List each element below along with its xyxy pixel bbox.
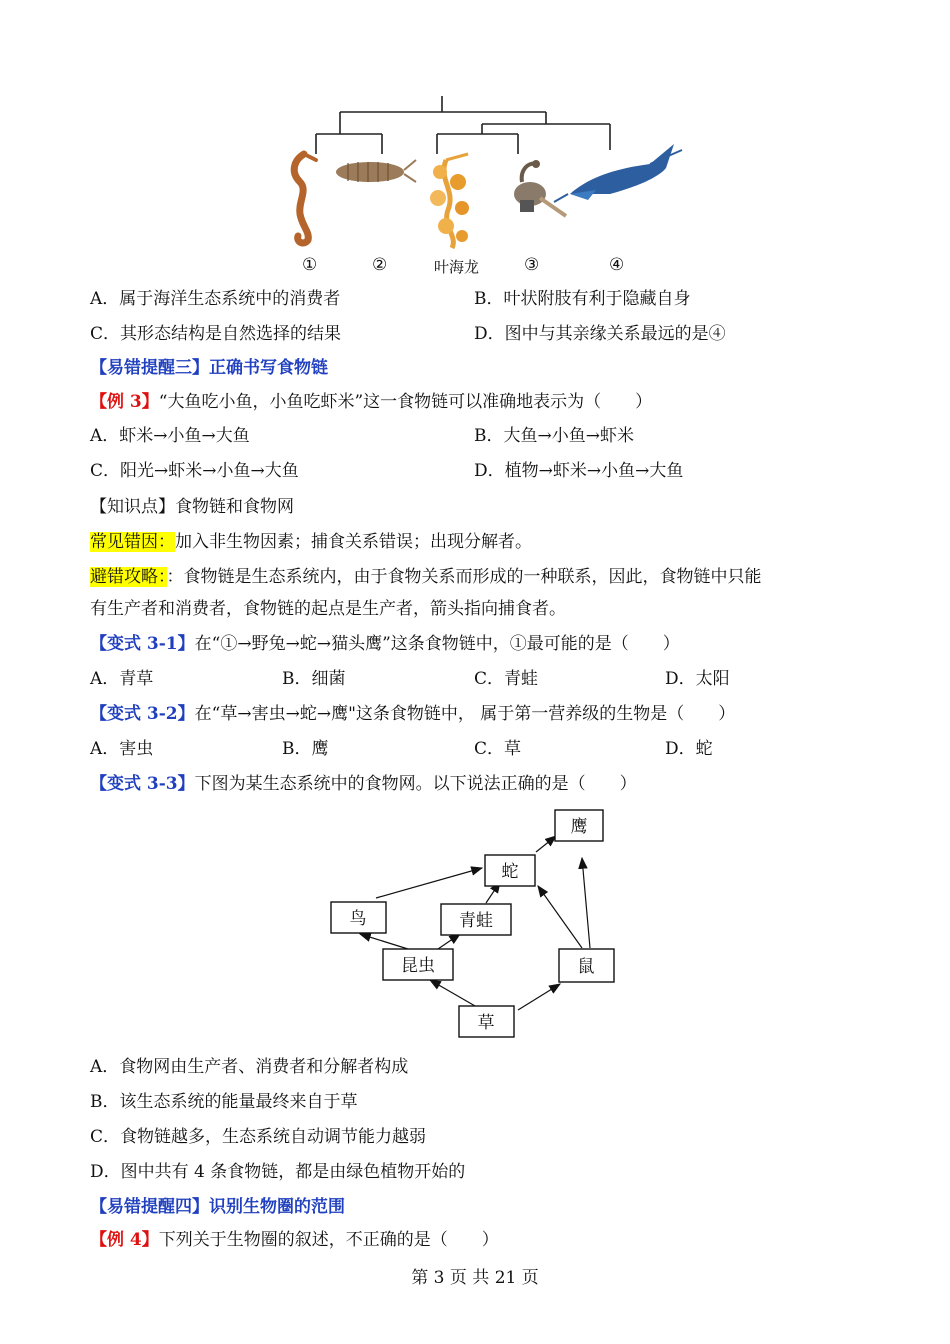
variant31-line [90,633,680,655]
tree-option-c: C．其形态结构是自然选择的结果 [90,324,342,344]
example3-option-a: A．虾米→小鱼→大鱼 [90,426,250,446]
avoid-tips-text1: ：食物链是生态系统内，由于食物关系而形成的一种联系，因此，食物链中只能 [166,567,762,587]
tree-option-d: D．图中与其亲缘关系最远的是④ [474,324,726,344]
node-eagle: 鹰 [570,817,588,837]
tree-option-b: B．叶状附肢有利于隐藏自身 [474,289,691,309]
variant32-option-b: B．鹰 [282,739,329,759]
variant31-option-d: D．太阳 [665,669,730,689]
phylogenetic-tree-figure [270,90,700,280]
tree-label-1: ① [302,255,318,275]
variant32-label: 【变式 3-2】 [90,704,195,724]
variant33-label: 【变式 3-3】 [90,774,195,794]
common-error-label: 常见错因： [90,532,175,552]
example4-label: 【例 4】 [90,1230,159,1250]
tree-option-a: A．属于海洋生态系统中的消费者 [90,289,341,309]
tree-label-2: ② [372,255,388,275]
variant32-text: 在“草→害虫→蛇→鹰"这条食物链中， 属于第一营养级的生物是（ ） [194,704,736,724]
variant32-line [90,703,735,725]
variant31-option-a: A．青草 [90,669,154,689]
example3-option-b: B．大鱼→小鱼→虾米 [474,426,634,446]
common-error-text: 加入非生物因素；捕食关系错误；出现分解者。 [175,532,532,552]
example3-text: “大鱼吃小鱼，小鱼吃虾米”这一食物链可以准确地表示为（ ） [158,392,653,412]
page-footer: 第 3 页 共 21 页 [411,1268,539,1288]
example4-text: 下列关于生物圈的叙述，不正确的是（ ） [158,1230,499,1250]
variant33-option-b: B．该生态系统的能量最终来自于草 [90,1092,358,1112]
variant32-option-a: A．害虫 [90,739,154,759]
variant32-option-c: C．草 [474,739,522,759]
bird-icon [514,160,566,216]
variant33-option-a: A．食物网由生产者、消费者和分解者构成 [90,1057,409,1077]
common-error-line [90,531,532,553]
variant31-label: 【变式 3-1】 [90,634,195,654]
avoid-tips-label: 避错攻略： [90,567,167,587]
variant33-option-c: C．食物链越多，生态系统自动调节能力越弱 [90,1127,427,1147]
node-grass: 草 [477,1013,495,1033]
section4-title: 【易错提醒四】识别生物圈的范围 [90,1197,345,1217]
swordfish-icon [554,144,682,202]
variant33-line [90,773,637,795]
food-web-diagram [320,800,630,1045]
example3-option-c: C．阳光→虾米→小鱼→大鱼 [90,461,299,481]
tree-label-3: ③ [524,255,540,275]
node-insect: 昆虫 [401,956,435,976]
tree-branches [316,96,610,154]
variant33-text: 下图为某生态系统中的食物网。以下说法正确的是（ ） [194,774,637,794]
example4-line [90,1229,499,1251]
leafy-seadragon-icon [430,154,469,248]
node-frog: 青蛙 [459,911,493,931]
example3-option-d: D．植物→虾米→小鱼→大鱼 [474,461,684,481]
seahorse-icon [294,154,316,243]
node-mouse: 鼠 [577,957,595,977]
variant33-option-d: D．图中共有 4 条食物链，都是由绿色植物开始的 [90,1162,466,1182]
avoid-tips-line2: 有生产者和消费者，食物链的起点是生产者，箭头指向捕食者。 [90,599,566,619]
avoid-tips-line1 [90,566,762,588]
tree-label-4: ④ [609,255,625,275]
node-bird: 鸟 [349,909,367,929]
variant31-option-c: C．青蛙 [474,669,539,689]
example3-line [90,391,652,413]
variant32-option-d: D．蛇 [665,739,713,759]
variant31-option-b: B．细菌 [282,669,346,689]
mantis-shrimp-icon [336,160,416,182]
example3-label: 【例 3】 [90,392,159,412]
knowledge-point: 【知识点】食物链和食物网 [90,497,294,517]
tree-label-leafy-seadragon: 叶海龙 [434,258,480,276]
variant31-text: 在“①→野兔→蛇→猫头鹰”这条食物链中，①最可能的是（ ） [194,634,680,654]
node-snake: 蛇 [501,862,519,882]
section3-title: 【易错提醒三】正确书写食物链 [90,358,328,378]
